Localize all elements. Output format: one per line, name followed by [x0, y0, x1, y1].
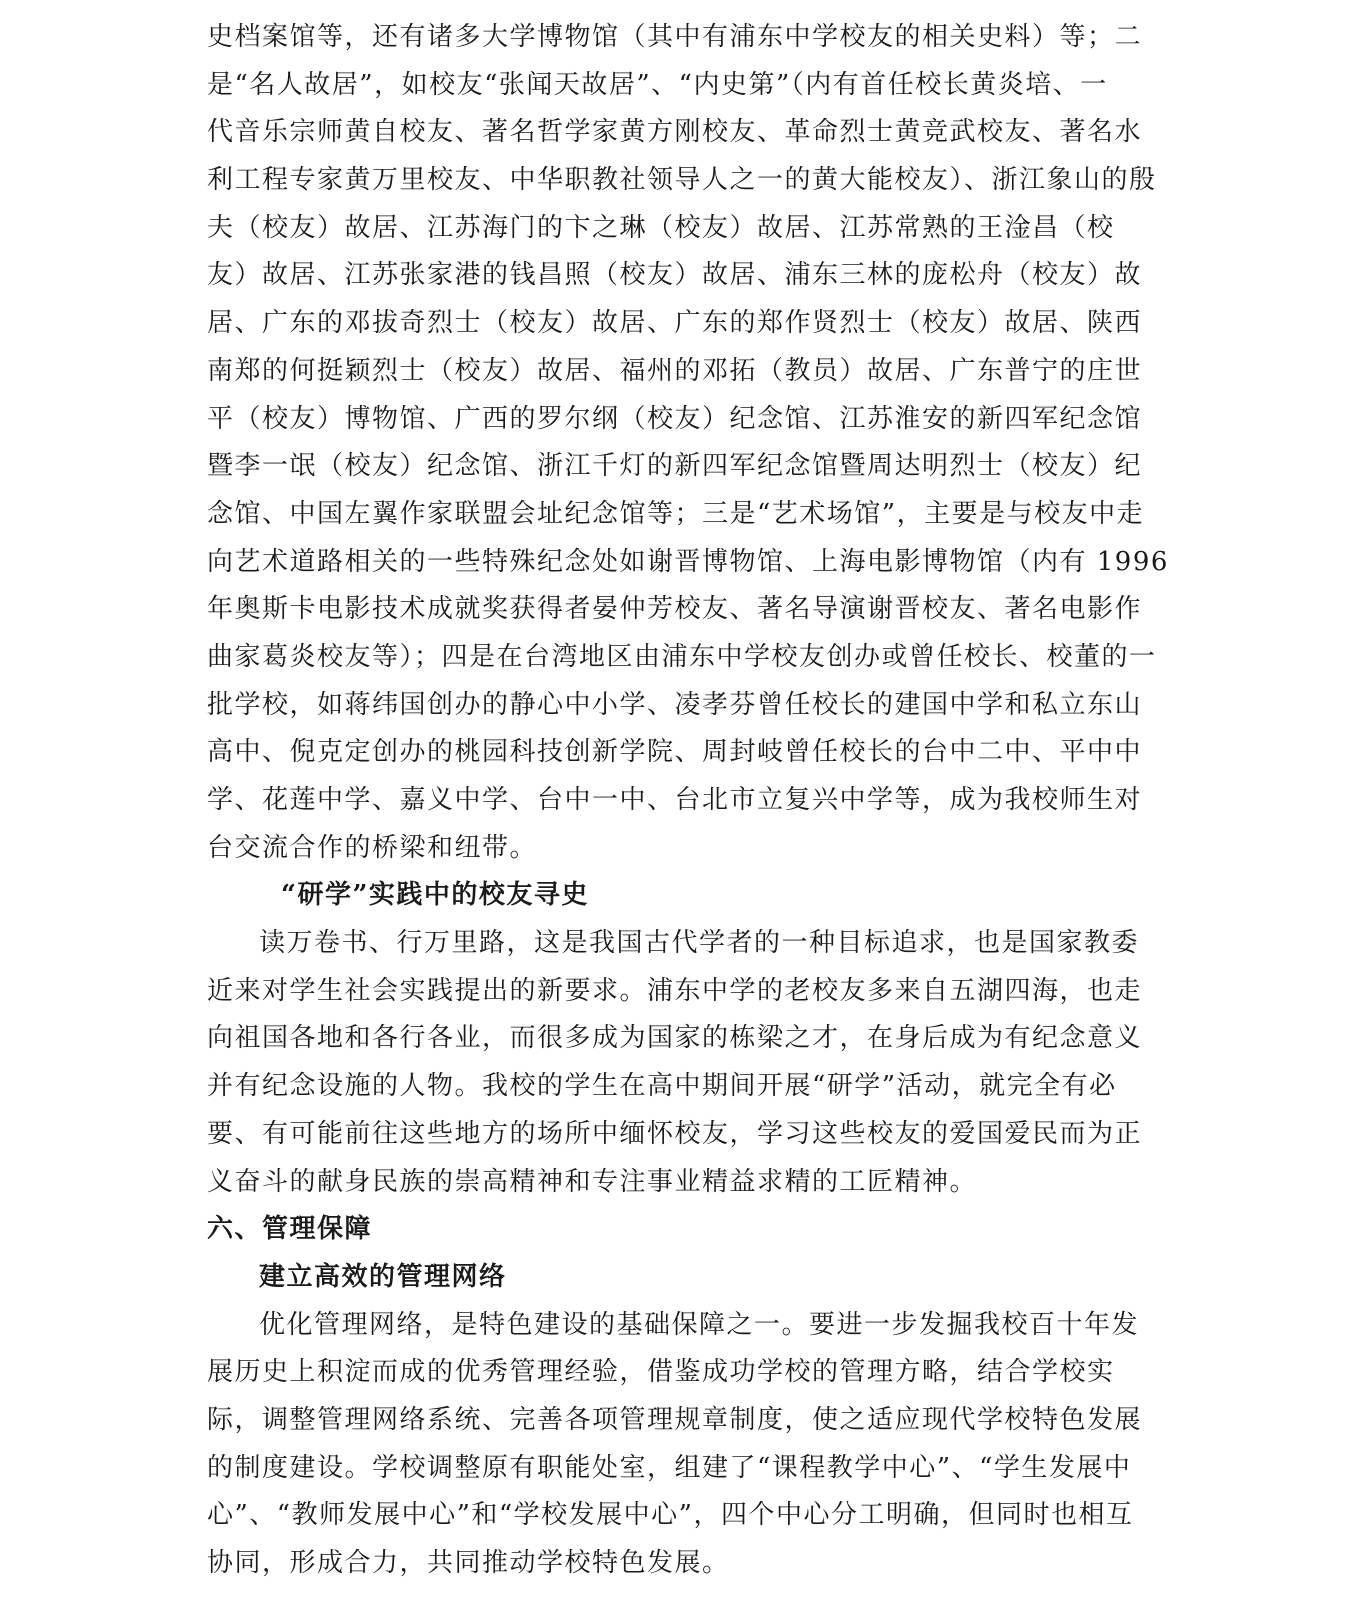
text-line: 优化管理网络，是特色建设的基础保障之一。要进一步发掘我校百十年发	[259, 1309, 1140, 1340]
text-line: 义奋斗的献身民族的崇高精神和专注事业精益求精的工匠精神。	[207, 1166, 978, 1197]
text-line: 念馆、中国左翼作家联盟会址纪念馆等；三是“艺术场馆”，主要是与校友中走	[207, 498, 1145, 529]
text-line: 的制度建设。学校调整原有职能处室，组建了“课程教学中心”、“学生发展中	[207, 1452, 1132, 1483]
text-line: 台交流合作的桥梁和纽带。	[207, 832, 538, 863]
text-line: 批学校，如蒋纬国创办的静心中小学、凌孝芬曾任校长的建国中学和私立东山	[207, 689, 1143, 720]
text-line: 协同，形成合力，共同推动学校特色发展。	[207, 1548, 730, 1578]
text-line: 并有纪念设施的人物。我校的学生在高中期间开展“研学”活动，就完全有必	[207, 1071, 1117, 1102]
section-heading-yanxue: “研学”实践中的校友寻史	[281, 880, 589, 911]
text-line: 向艺术道路相关的一些特殊纪念处如谢晋博物馆、上海电影博物馆（内有 1996	[207, 546, 1169, 577]
text-line: 读万卷书、行万里路，这是我国古代学者的一种目标追求，也是国家教委	[259, 928, 1140, 959]
text-line: 要、有可能前往这些地方的场所中缅怀校友，学习这些校友的爱国爱民而为正	[207, 1118, 1143, 1149]
text-line: 利工程专家黄万里校友、中华职教社领导人之一的黄大能校友）、浙江象山的殷	[207, 165, 1157, 196]
text-line: 学、花莲中学、嘉义中学、台中一中、台北市立复兴中学等，成为我校师生对	[207, 785, 1143, 815]
text-line: 居、广东的邓拔奇烈士（校友）故居、广东的郑作贤烈士（校友）故居、陕西	[207, 308, 1143, 339]
text-line: 向祖国各地和各行各业，而很多成为国家的栋梁之才，在身后成为有纪念意义	[207, 1023, 1143, 1054]
text-line: 代音乐宗师黄自校友、著名哲学家黄方刚校友、革命烈士黄竞武校友、著名水	[207, 117, 1143, 148]
text-line: 南郑的何挺颖烈士（校友）故居、福州的邓拓（教员）故居、广东普宁的庄世	[207, 355, 1143, 386]
text-line: 曲家葛炎校友等）；四是在台湾地区由浦东中学校友创办或曾任校长、校董的一	[207, 641, 1157, 672]
text-line: 史档案馆等，还有诸多大学博物馆（其中有浦东中学校友的相关史料）等；二	[207, 22, 1143, 52]
text-line: 近来对学生社会实践提出的新要求。浦东中学的老校友多来自五湖四海，也走	[207, 975, 1143, 1006]
text-line: 际，调整管理网络系统、完善各项管理规章制度，使之适应现代学校特色发展	[207, 1404, 1143, 1435]
management-paragraph	[207, 1302, 1147, 1588]
text-line: 心”、“教师发展中心”和“学校发展中心”，四个中心分工明确，但同时也相互	[207, 1500, 1134, 1531]
section-heading-management: 六、管理保障	[207, 1214, 373, 1245]
text-line: 夫（校友）故居、江苏海门的卞之琳（校友）故居、江苏常熟的王淦昌（校	[207, 212, 1115, 243]
text-line: 展历史上积淀而成的优秀管理经验，借鉴成功学校的管理方略，结合学校实	[207, 1357, 1115, 1388]
text-line: 友）故居、江苏张家港的钱昌照（校友）故居、浦东三林的庞松舟（校友）故	[207, 260, 1143, 291]
text-line: 年奥斯卡电影技术成就奖获得者晏仲芳校友、著名导演谢晋校友、著名电影作	[207, 594, 1143, 625]
text-line: 平（校友）博物馆、广西的罗尔纲（校友）纪念馆、江苏淮安的新四军纪念馆	[207, 403, 1143, 434]
text-line: 高中、倪克定创办的桃园科技创新学院、周封岐曾任校长的台中二中、平中中	[207, 737, 1143, 768]
text-line: 暨李一氓（校友）纪念馆、浙江千灯的新四军纪念馆暨周达明烈士（校友）纪	[207, 451, 1143, 482]
continued-paragraph	[207, 14, 1169, 872]
yanxue-paragraph	[207, 920, 1147, 1206]
document-page	[207, 14, 1169, 1588]
text-line: 是“名人故居”，如校友“张闻天故居”、“内史第”（内有首任校长黄炎培、一	[207, 69, 1108, 100]
sub-heading-management-network: 建立高效的管理网络	[259, 1261, 507, 1292]
